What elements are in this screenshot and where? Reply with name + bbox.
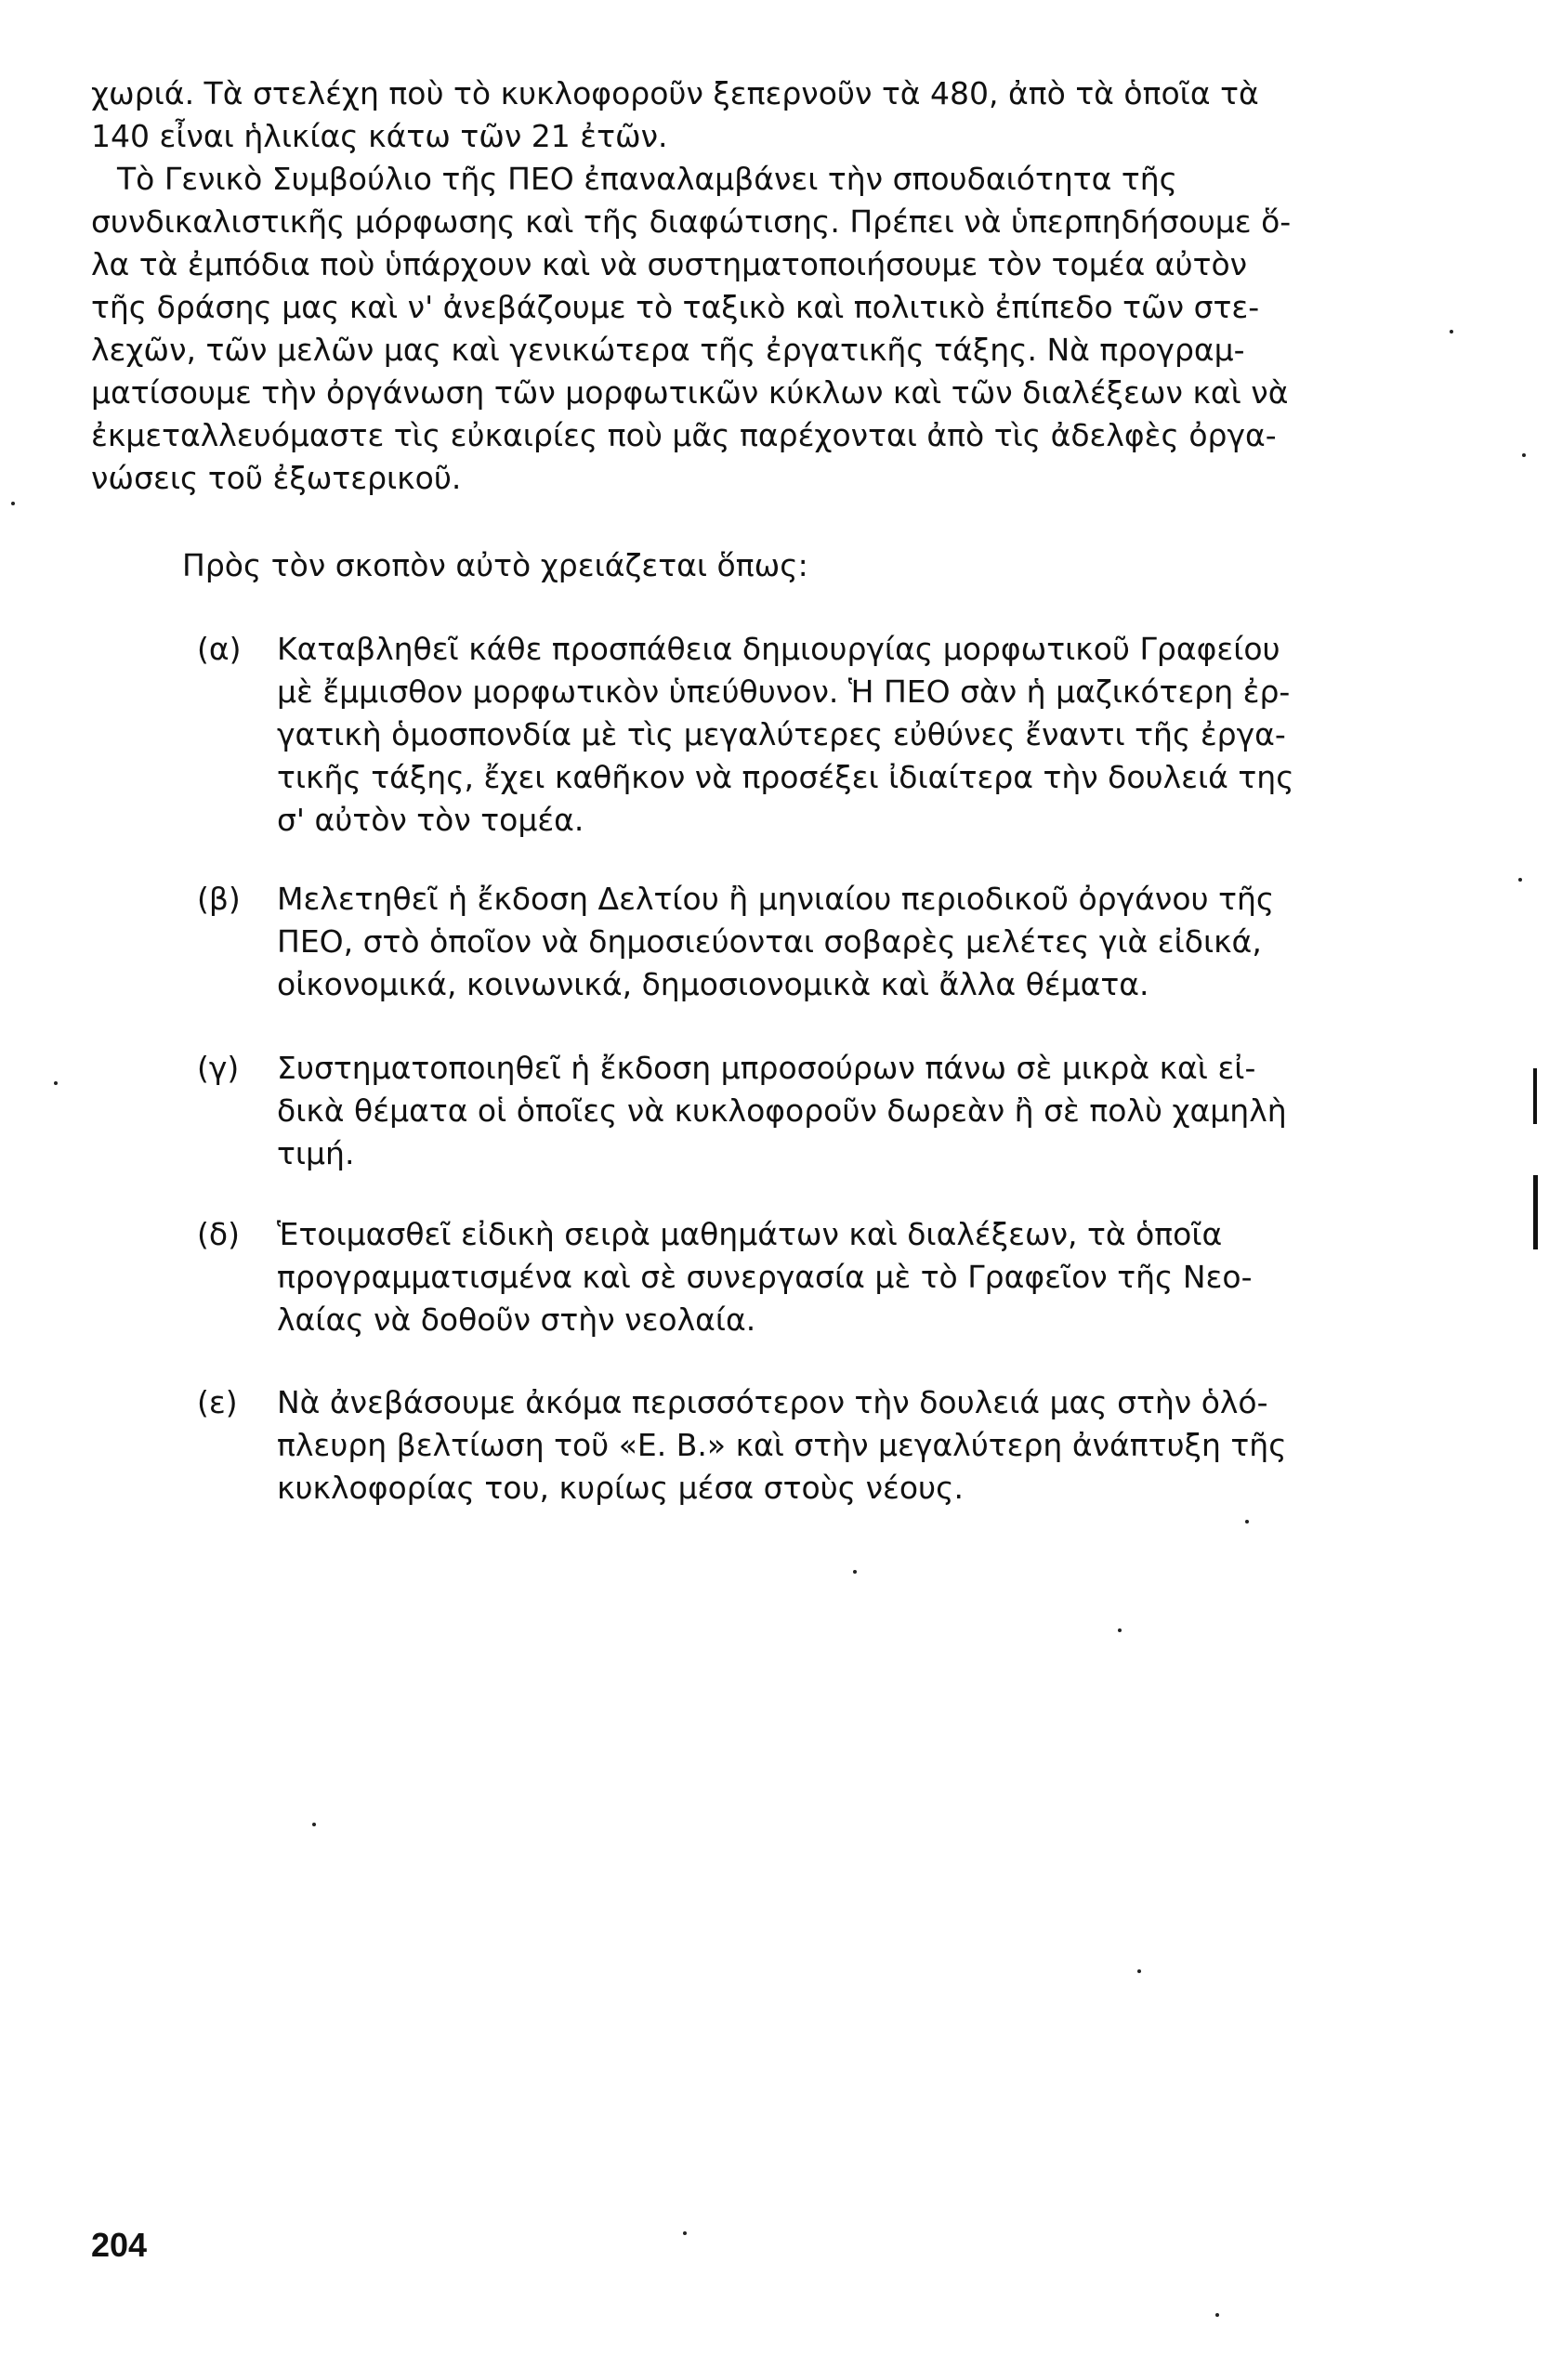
body-text [91,72,1387,500]
text-line: Συστηματοποιηθεῖ ἡ ἔκδοση μπροσούρων πάνω σὲ μικρὰ καὶ εἰ- [277,1050,1256,1086]
list-marker: (α) [197,631,242,667]
text-line: σ' αὐτὸν τὸν τομέα. [277,802,584,838]
list-marker: (β) [197,881,241,917]
list-item-e [197,1381,1391,1510]
text-line: προγραμματισμένα καὶ σὲ συνεργασία μὲ τὸ Γραφεῖον τῆς Νεο- [277,1259,1253,1295]
text-line: δικὰ θέματα οἱ ὁποῖες νὰ κυκλοφοροῦν δωρεὰν ἢ σὲ πολὺ χαμηλὴ [277,1092,1287,1129]
text-line: συνδικαλιστικῆς μόρφωσης καὶ τῆς διαφώτισης. Πρέπει νὰ ὑπερπηδήσουμε ὅ- [91,203,1292,240]
text-line: Μελετηθεῖ ἡ ἔκδοση Δελτίου ἢ μηνιαίου περιοδικοῦ ὀργάνου τῆς [277,881,1275,917]
scan-speck [54,1081,58,1085]
scan-speck [1215,2313,1219,2317]
text-line: γατικὴ ὁμοσπονδία μὲ τὶς μεγαλύτερες εὐθύνες ἔναντι τῆς ἐργα- [277,716,1286,752]
scan-speck [1245,1520,1249,1523]
page-number: 204 [91,2226,148,2264]
scan-speck [312,1823,316,1826]
text-line: οἰκονομικά, κοινωνικά, δημοσιονομικὰ καὶ ἄλλα θέματα. [277,966,1149,1002]
list-item-text [277,1047,1391,1175]
list-item-text [277,1381,1391,1510]
text-line: Νὰ ἀνεβάσουμε ἀκόμα περισσότερον τὴν δουλειά μας στὴν ὁλό- [277,1384,1268,1420]
text-line: τιμή. [277,1135,355,1171]
text-line: Τὸ Γενικὸ Συμβούλιο τῆς ΠΕΟ ἐπαναλαμβάνει τὴν σπουδαιότητα τῆς [117,161,1177,197]
scan-speck [1518,878,1522,882]
list-item-c [197,1047,1391,1175]
text-line: Ἑτοιμασθεῖ εἰδικὴ σειρὰ μαθημάτων καὶ διαλέξεων, τὰ ὁποῖα [277,1216,1223,1252]
paragraph-2 [91,158,1387,500]
list-marker: (δ) [197,1216,240,1252]
text-line: κυκλοφορίας του, κυρίως μέσα στοὺς νέους. [277,1470,965,1506]
text-line: ἐκμεταλλευόμαστε τὶς εὐκαιρίες ποὺ μᾶς παρέχονται ἀπὸ τὶς ἀδελφὲς ὀργα- [91,417,1277,453]
scan-speck [853,1570,857,1574]
text-line: λα τὰ ἐμπόδια ποὺ ὑπάρχουν καὶ νὰ συστηματοποιήσουμε τὸν τομέα αὐτὸν [91,246,1248,282]
scan-speck [1522,453,1526,457]
paragraph-1 [91,72,1387,158]
text-line: ΠΕΟ, στὸ ὁποῖον νὰ δημοσιεύονται σοβαρὲς μελέτες γιὰ εἰδικά, [277,923,1262,960]
list-intro: Πρὸς τὸν σκοπὸν αὐτὸ χρειάζεται ὅπως: [182,547,808,583]
scan-speck [1118,1628,1122,1632]
list-item-d [197,1213,1391,1341]
text-line: ματίσουμε τὴν ὀργάνωση τῶν μορφωτικῶν κύκλων καὶ τῶν διαλέξεων καὶ νὰ [91,374,1289,411]
scan-speck [1450,330,1453,333]
list-item-text [277,628,1391,842]
text-line: 140 εἶναι ἡλικίας κάτω τῶν 21 ἐτῶν. [91,118,668,154]
scan-edge-mark [1533,1068,1537,1124]
text-line: τῆς δράσης μας καὶ ν' ἀνεβάζουμε τὸ ταξικὸ καὶ πολιτικὸ ἐπίπεδο τῶν στε- [91,289,1260,325]
text-line: πλευρη βελτίωση τοῦ «Ε. Β.» καὶ στὴν μεγαλύτερη ἀνάπτυξη τῆς [277,1427,1287,1463]
text-line: νώσεις τοῦ ἐξωτερικοῦ. [91,460,462,496]
list-item-b [197,878,1391,1006]
text-line: μὲ ἔμμισθον μορφωτικὸν ὑπεύθυνον. Ἡ ΠΕΟ σὰν ἡ μαζικότερη ἐρ- [277,673,1291,710]
text-line: χωριά. Τὰ στελέχη ποὺ τὸ κυκλοφοροῦν ξεπερνοῦν τὰ 480, ἀπὸ τὰ ὁποῖα τὰ [91,75,1259,111]
text-line: λεχῶν, τῶν μελῶν μας καὶ γενικώτερα τῆς ἐργατικῆς τάξης. Νὰ προγραμ- [91,332,1245,368]
text-line: λαίας νὰ δοθοῦν στὴν νεολαία. [277,1301,756,1338]
list-item-text [277,878,1391,1006]
scan-speck [1137,1969,1141,1973]
list-item-text [277,1213,1391,1341]
scan-speck [11,502,15,505]
scan-edge-mark [1533,1175,1538,1249]
text-line: Καταβληθεῖ κάθε προσπάθεια δημιουργίας μορφωτικοῦ Γραφείου [277,631,1280,667]
scan-speck [683,2231,687,2235]
list-item-a [197,628,1391,842]
list-marker: (ε) [197,1384,238,1420]
list-marker: (γ) [197,1050,240,1086]
text-line: τικῆς τάξης, ἔχει καθῆκον νὰ προσέξει ἰδιαίτερα τὴν δουλειά της [277,759,1294,795]
